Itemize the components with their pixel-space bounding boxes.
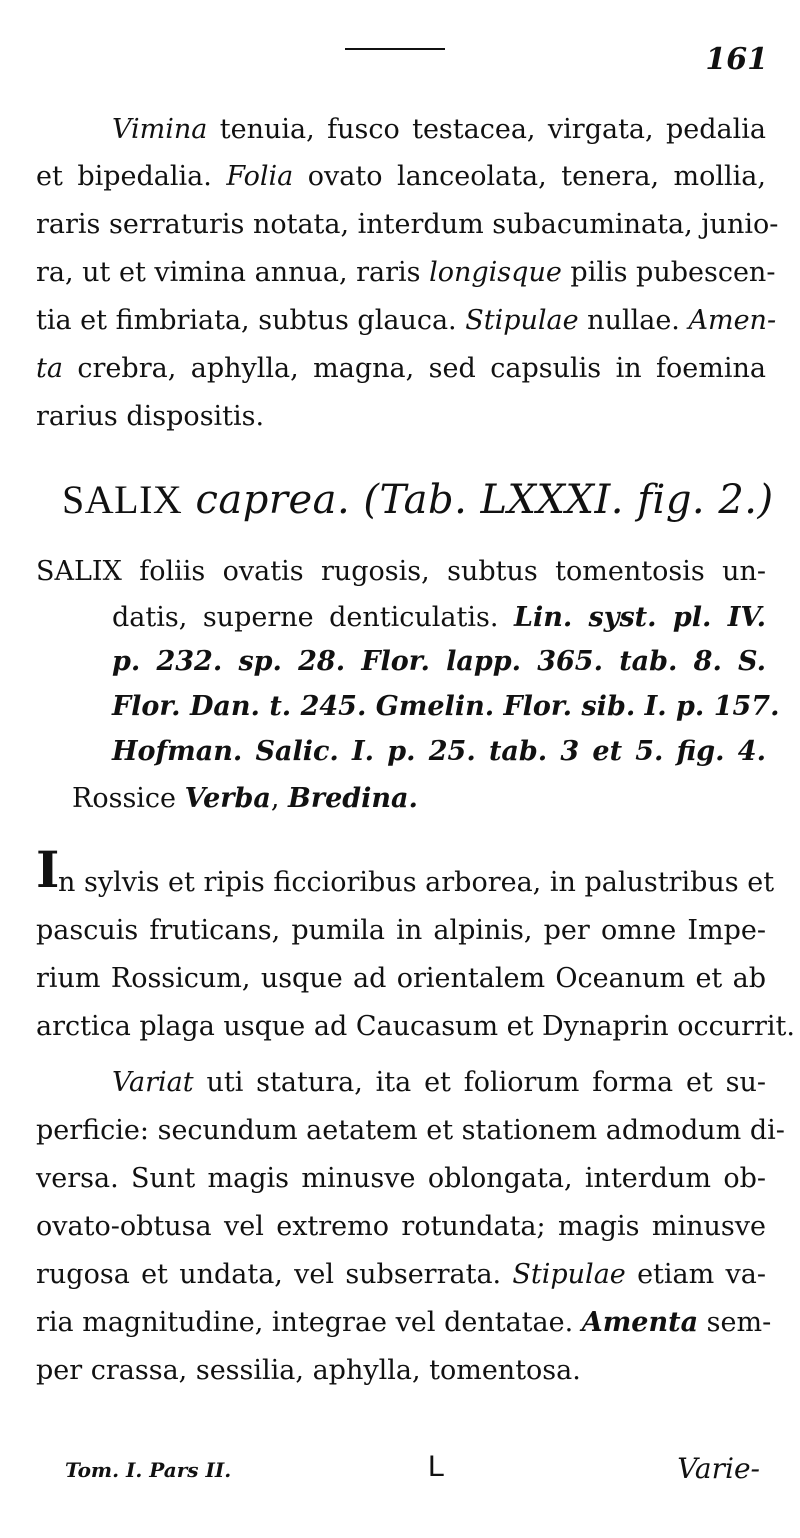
para3-line2: perficie: secundum aetatem et stationem admodum di- (36, 1115, 785, 1146)
header-rule (345, 48, 445, 50)
species-line3: p. 232. sp. 28. Flor. lapp. 365. tab. 8. S. (112, 646, 766, 677)
term-amenta: Amen- (688, 305, 777, 336)
term-stipulae: Stipulae (465, 305, 579, 336)
page-number: 161 (705, 42, 768, 77)
para2-line4: arctica plaga usque ad Caucasum et Dynaprin occurrit. (36, 1011, 795, 1042)
para3-line4: ovato-obtusa vel extremo rotundata; magis minusve (36, 1211, 766, 1242)
term-vimina: Vimina (112, 114, 208, 145)
para2-line3: rium Rossicum, usque ad orientalem Oceanum et ab (36, 963, 766, 994)
species-line4: Flor. Dan. t. 245. Gmelin. Flor. sib. I. p. 157. (112, 691, 780, 722)
term-folia: Folia (226, 161, 294, 192)
drop-cap: I (36, 840, 60, 899)
species-line5: Hofman. Salic. I. p. 25. tab. 3 et 5. fig. 4. (112, 736, 766, 767)
species-heading: SALIX caprea. (Tab. LXXXI. fig. 2.) (62, 477, 774, 523)
signature-mark: Tom. I. Pars II. (65, 1458, 232, 1482)
para3-line3: versa. Sunt magis minusve oblongata, interdum ob- (36, 1163, 766, 1194)
species-line2: datis, superne denticulatis. Lin. syst. pl. IV. (112, 602, 766, 633)
term-variat: Variat (112, 1067, 194, 1098)
para1-line7: rarius dispositis. (36, 401, 265, 432)
species-line1: SALIX foliis ovatis rugosis, subtus tomentosis un- (36, 556, 766, 587)
para2-line2: pascuis fruticans, pumila in alpinis, per omne Impe- (36, 915, 766, 946)
para1-line4: ra, ut et vimina annua, raris longisque pilis pubescen- (36, 257, 776, 288)
para1-line1: Vimina tenuia, fusco testacea, virgata, pedalia (112, 114, 766, 145)
para1-line2: et bipedalia. Folia ovato lanceolata, tenera, mollia, (36, 161, 766, 192)
para2-line1: n sylvis et ripis ficcioribus arborea, in palustribus et (58, 867, 775, 898)
para1-line6: ta crebra, aphylla, magna, sed capsulis in foemina (36, 353, 766, 384)
para3-line5: rugosa et undata, vel subserrata. Stipulae etiam va- (36, 1259, 766, 1290)
para1-line3: raris serraturis notata, interdum subacuminata, junio- (36, 209, 779, 240)
para3-line6: ria magnitudine, integrae vel dentatae. Amenta sem- (36, 1307, 772, 1338)
para1-line5: tia et fimbriata, subtus glauca. Stipulae nullae. Amen- (36, 305, 777, 336)
gathering-letter: L (428, 1450, 445, 1483)
species-line6: Rossice Verba, Bredina. (72, 783, 418, 814)
para3-line7: per crassa, sessilia, aphylla, tomentosa. (36, 1355, 581, 1386)
para3-line1: Variat uti statura, ita et foliorum forma et su- (112, 1067, 766, 1098)
catchword: Varie- (677, 1452, 760, 1485)
